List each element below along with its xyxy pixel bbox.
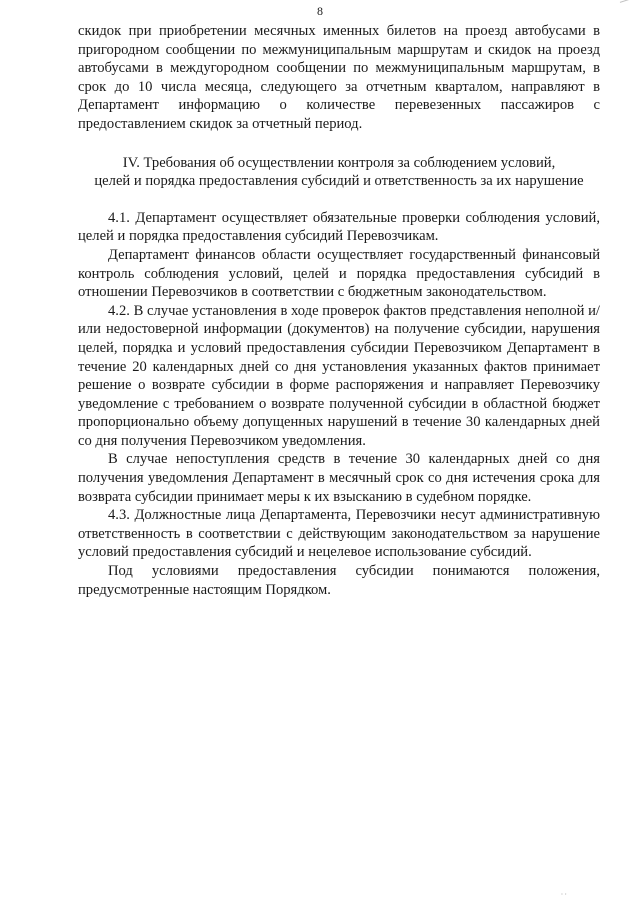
paragraph-4-1: 4.1. Департамент осуществляет обязательные проверки соблюдения условий, целей и порядка предоставления субсидий Перевозчикам. [78, 209, 600, 245]
paragraph-continuation: скидок при приобретении месячных именных билетов на проезд автобусами в пригородном сообщении по межмуниципальным маршрутам и скидок на проезд автобусами в междугородном сообщении по межмуниципальным маршрутам, в срок до 10 числа месяца, следующего за отчетным кварталом, направляют в Департамент информацию о количестве перевезенных пассажиров с предоставлением скидок за отчетный период. [78, 23, 600, 132]
paragraph-non-receipt: В случае непоступления средств в течение 30 календарных дней со дня получения уведомления Департамент в месячный срок со дня истечения срока для возврата субсидии принимает меры к их взысканию в судебном порядке. [78, 451, 600, 505]
section-heading-line-2: целей и порядка предоставления субсидий и ответственность за их нарушение [94, 173, 584, 190]
paragraph-4-3: 4.3. Должностные лица Департамента, Перевозчики несут административную ответственность в соответствии с действующим законодательством за нарушение условий предоставления субсидий и нецелевое использование субсидий. [78, 507, 600, 561]
document-body [78, 22, 600, 599]
paragraph-financial-control: Департамент финансов области осуществляет государственный финансовый контроль соблюдения условий, целей и порядка предоставления субсидий в отношении Перевозчиков в соответствии с бюджетным законодательством. [78, 246, 600, 301]
section-heading-line-1: IV. Требования об осуществлении контроля за соблюдением условий, [122, 154, 556, 171]
section-heading [78, 154, 600, 191]
paragraph-conditions-definition: Под условиями предоставления субсидии понимаются положения, предусмотренные настоящим Порядком. [78, 563, 600, 598]
scan-artifact-mark: ·· [560, 890, 568, 899]
paragraph-4-2: 4.2. В случае установления в ходе проверок фактов представления неполной и/или недостоверной информации (документов) на получение субсидии, нарушения целей, порядка и условий предоставления субсидии Перевозчиком Департамент в течение 20 календарных дней со дня установления указанных фактов принимает решение о возврате субсидии в форме распоряжения и направляет Перевозчику уведомление с требованием о возврате полученной субсидии в областной бюджет пропорционально объему допущенных нарушений в течение 30 календарных дней со дня получения Перевозчиком уведомления. [78, 302, 600, 449]
page-number: 8 [317, 4, 323, 18]
